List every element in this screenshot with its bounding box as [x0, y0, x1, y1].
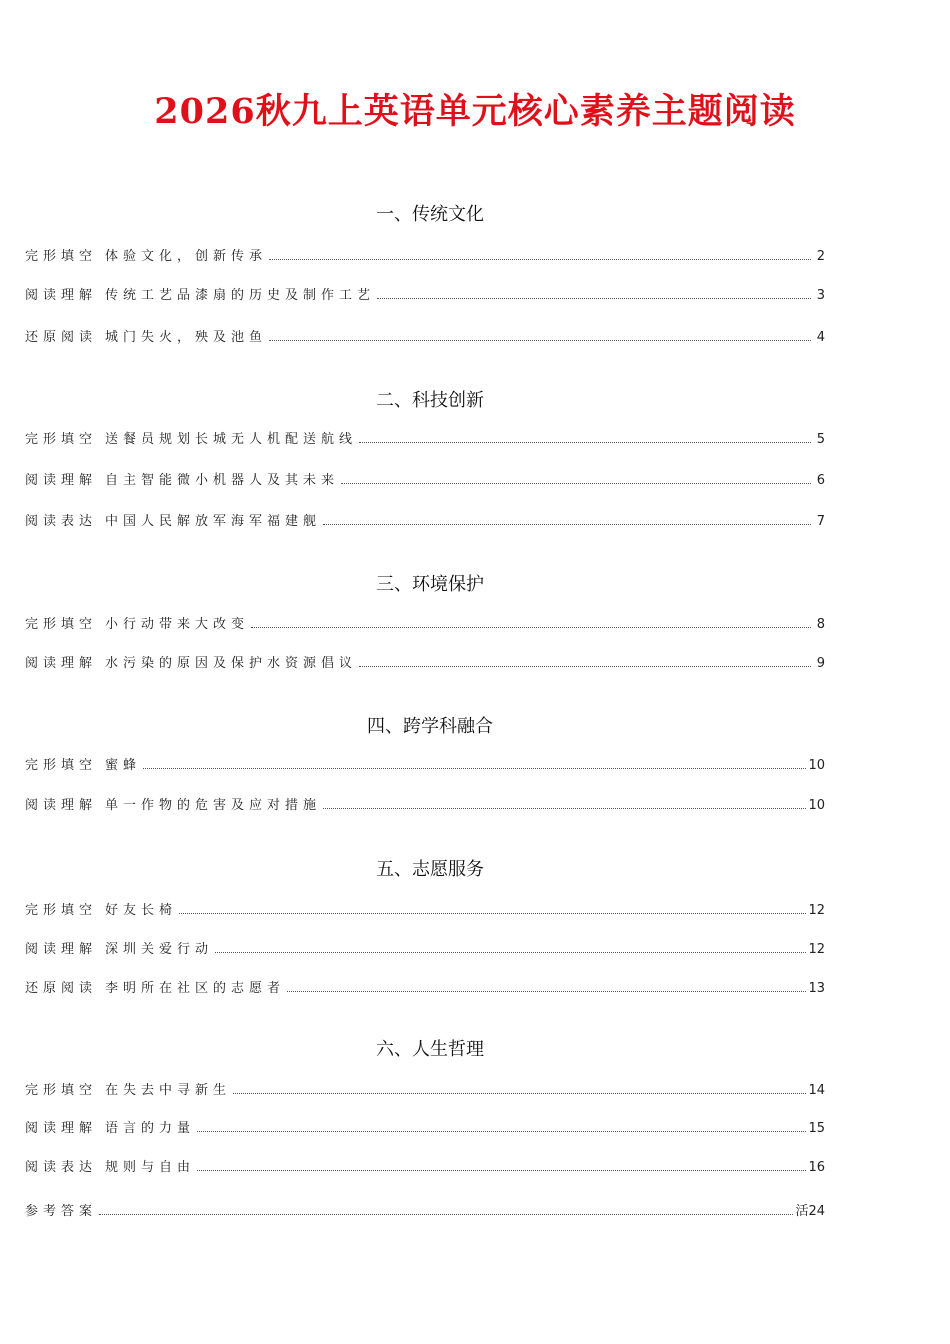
toc-entry[interactable] [25, 751, 825, 773]
entry-title: 送餐员规划长城无人机配送航线 [105, 432, 358, 447]
entry-page: 14 [808, 1083, 825, 1098]
entry-page: 12 [808, 903, 825, 918]
entry-category: 阅读表达 [25, 1160, 98, 1175]
toc-entry[interactable] [25, 791, 825, 813]
entry-title: 自主智能微小机器人及其未来 [105, 473, 340, 488]
toc-entry[interactable] [25, 896, 825, 918]
entry-page: 活24 [795, 1204, 825, 1219]
entry-title: 语言的力量 [105, 1121, 196, 1136]
entry-page: 15 [808, 1121, 825, 1136]
section-heading-environment: 三、环境保护 [376, 574, 484, 595]
dot-leader [215, 951, 806, 953]
dot-leader [99, 1213, 793, 1215]
entry-title: 规则与自由 [105, 1160, 196, 1175]
entry-category: 阅读理解 [25, 1121, 98, 1136]
toc-entry-answers[interactable] [25, 1197, 825, 1219]
dot-leader [323, 523, 811, 525]
dot-leader [251, 626, 811, 628]
toc-entry[interactable] [25, 507, 825, 529]
toc-entry[interactable] [25, 323, 825, 345]
entry-title: 在失去中寻新生 [105, 1083, 232, 1098]
toc-entry[interactable] [25, 466, 825, 488]
entry-title: 蜜蜂 [105, 758, 142, 773]
entry-title: 李明所在社区的志愿者 [105, 981, 286, 996]
dot-leader [143, 767, 806, 769]
entry-category: 阅读理解 [25, 288, 98, 303]
entry-category: 阅读理解 [25, 473, 98, 488]
section-heading-interdisciplinary: 四、跨学科融合 [367, 716, 493, 737]
dot-leader [323, 807, 806, 809]
entry-page: 16 [808, 1160, 825, 1175]
entry-category: 阅读表达 [25, 514, 98, 529]
entry-title: 小行动带来大改变 [105, 617, 250, 632]
dot-leader [341, 482, 811, 484]
entry-category: 还原阅读 [25, 330, 98, 345]
toc-entry[interactable] [25, 425, 825, 447]
entry-page: 12 [808, 942, 825, 957]
section-heading-volunteer-service: 五、志愿服务 [376, 859, 484, 880]
entry-category: 完形填空 [25, 758, 98, 773]
entry-category: 完形填空 [25, 432, 98, 447]
entry-page: 8 [816, 617, 825, 632]
entry-category: 阅读理解 [25, 942, 98, 957]
entry-title: 单一作物的危害及应对措施 [105, 798, 322, 813]
entry-page: 10 [808, 798, 825, 813]
entry-title: 传统工艺品漆扇的历史及制作工艺 [105, 288, 376, 303]
entry-title: 城门失火，殃及池鱼 [105, 330, 268, 345]
entry-page: 10 [808, 758, 825, 773]
dot-leader [269, 339, 811, 341]
document-title: 2026秋九上英语单元核心素养主题阅读 [154, 91, 796, 132]
entry-category: 参考答案 [25, 1204, 98, 1219]
entry-category: 阅读理解 [25, 798, 98, 813]
section-heading-traditional-culture: 一、传统文化 [376, 204, 484, 225]
toc-entry[interactable] [25, 649, 825, 671]
entry-category: 完形填空 [25, 249, 98, 264]
dot-leader [359, 441, 811, 443]
entry-page: 13 [808, 981, 825, 996]
toc-entry[interactable] [25, 935, 825, 957]
toc-entry[interactable] [25, 242, 825, 264]
section-heading-life-philosophy: 六、人生哲理 [376, 1039, 484, 1060]
dot-leader [197, 1169, 806, 1171]
entry-title: 体验文化，创新传承 [105, 249, 268, 264]
dot-leader [233, 1092, 806, 1094]
dot-leader [377, 297, 811, 299]
entry-title: 好友长椅 [105, 903, 178, 918]
toc-entry[interactable] [25, 1153, 825, 1175]
entry-title: 深圳关爱行动 [105, 942, 214, 957]
toc-entry[interactable] [25, 974, 825, 996]
entry-page: 9 [816, 656, 825, 671]
entry-category: 阅读理解 [25, 656, 98, 671]
entry-category: 完形填空 [25, 1083, 98, 1098]
entry-page: 5 [816, 432, 825, 447]
entry-title: 中国人民解放军海军福建舰 [105, 514, 322, 529]
entry-category: 完形填空 [25, 903, 98, 918]
entry-page: 2 [816, 249, 825, 264]
dot-leader [287, 990, 806, 992]
entry-title: 水污染的原因及保护水资源倡议 [105, 656, 358, 671]
entry-page: 6 [816, 473, 825, 488]
toc-entry[interactable] [25, 610, 825, 632]
dot-leader [197, 1130, 806, 1132]
section-heading-tech-innovation: 二、科技创新 [376, 390, 484, 411]
dot-leader [359, 665, 811, 667]
entry-page: 7 [816, 514, 825, 529]
toc-entry[interactable] [25, 1076, 825, 1098]
entry-page: 4 [816, 330, 825, 345]
dot-leader [269, 258, 811, 260]
entry-page: 3 [816, 288, 825, 303]
entry-category: 完形填空 [25, 617, 98, 632]
toc-entry[interactable] [25, 281, 825, 303]
entry-category: 还原阅读 [25, 981, 98, 996]
dot-leader [179, 912, 806, 914]
toc-entry[interactable] [25, 1114, 825, 1136]
